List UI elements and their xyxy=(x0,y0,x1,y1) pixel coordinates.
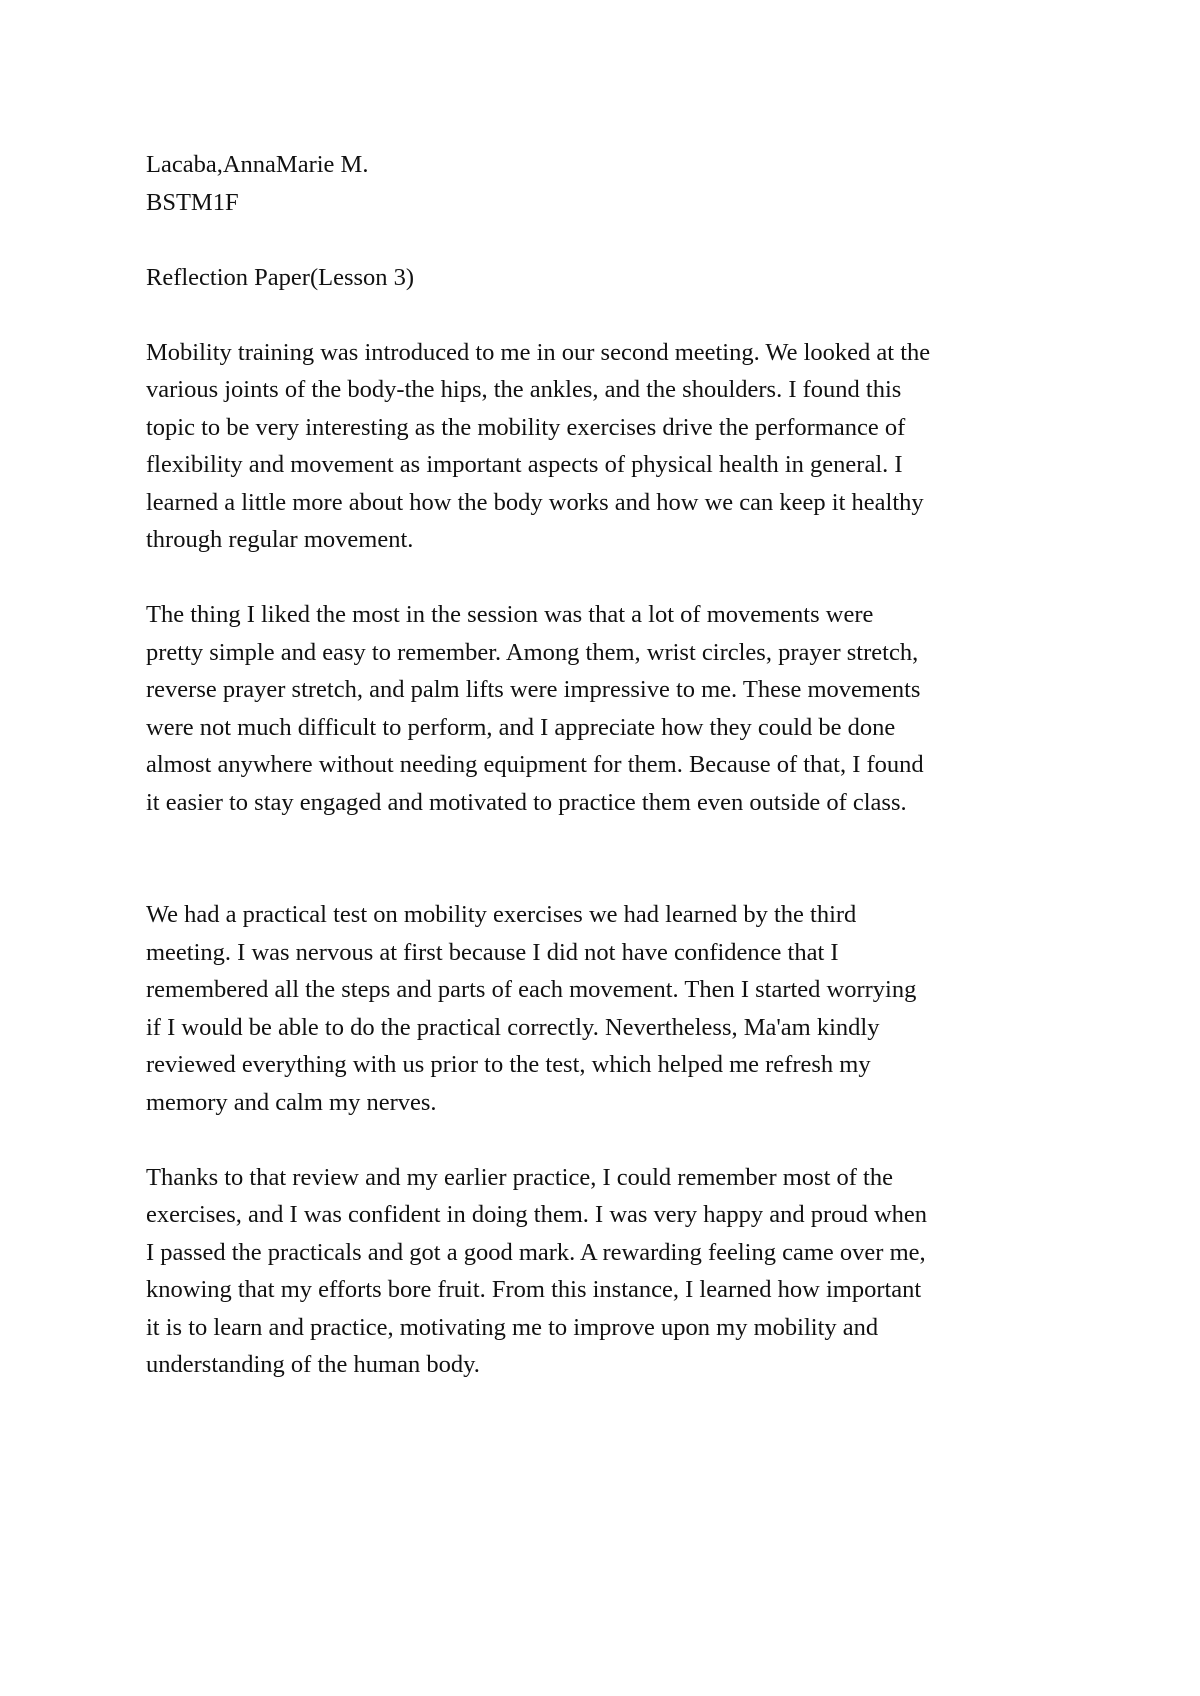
spacer xyxy=(146,821,1066,896)
paragraph-line: it is to learn and practice, motivating me to improve upon my mobility and xyxy=(146,1313,879,1341)
paragraph-line: understanding of the human body. xyxy=(146,1351,480,1378)
paragraph-line: topic to be very interesting as the mobility exercises drive the performance of xyxy=(146,413,906,441)
paragraph-line: if I would be able to do the practical correctly. Nevertheless, Ma'am kindly xyxy=(146,1013,880,1041)
spacer xyxy=(146,1121,1066,1159)
paragraph-line: The thing I liked the most in the session was that a lot of movements were xyxy=(146,601,874,628)
student-name: Lacaba,AnnaMarie M. xyxy=(146,151,369,178)
paper-title: Reflection Paper(Lesson 3) xyxy=(146,263,415,291)
paragraph-line: were not much difficult to perform, and I appreciate how they could be done xyxy=(146,713,896,741)
paragraph-3 xyxy=(146,896,1066,1121)
paragraph-line: knowing that my efforts bore fruit. From this instance, I learned how important xyxy=(146,1276,922,1303)
paragraph-line: pretty simple and easy to remember. Among them, wrist circles, prayer stretch, xyxy=(146,638,919,666)
paragraph-line: reviewed everything with us prior to the test, which helped me refresh my xyxy=(146,1051,871,1078)
paragraph-line: exercises, and I was confident in doing them. I was very happy and proud when xyxy=(146,1201,928,1228)
student-section: BSTM1F xyxy=(146,188,239,216)
spacer xyxy=(146,559,1066,597)
spacer xyxy=(146,221,1066,259)
paragraph-line: Mobility training was introduced to me in our second meeting. We looked at the xyxy=(146,338,931,366)
paragraph-line: reverse prayer stretch, and palm lifts were impressive to me. These movements xyxy=(146,676,921,703)
paragraph-line: learned a little more about how the body works and how we can keep it healthy xyxy=(146,488,924,516)
paragraph-1 xyxy=(146,334,1066,559)
paragraph-2 xyxy=(146,596,1066,821)
paragraph-line: Thanks to that review and my earlier practice, I could remember most of the xyxy=(146,1163,893,1191)
paragraph-line: remembered all the steps and parts of each movement. Then I started worrying xyxy=(146,976,917,1003)
paragraph-line: it easier to stay engaged and motivated to practice them even outside of class. xyxy=(146,788,907,816)
paragraph-line: flexibility and movement as important aspects of physical health in general. I xyxy=(146,451,903,478)
paragraph-4 xyxy=(146,1159,1066,1384)
paragraph-line: meeting. I was nervous at first because I did not have confidence that I xyxy=(146,938,839,966)
paragraph-line: memory and calm my nerves. xyxy=(146,1088,437,1116)
paragraph-line: almost anywhere without needing equipment for them. Because of that, I found xyxy=(146,751,924,778)
paragraph-line: I passed the practicals and got a good mark. A rewarding feeling came over me, xyxy=(146,1238,926,1266)
paragraph-line: through regular movement. xyxy=(146,526,414,553)
spacer xyxy=(146,296,1066,334)
paragraph-line: various joints of the body-the hips, the ankles, and the shoulders. I found this xyxy=(146,376,902,403)
document-body xyxy=(146,146,1066,1384)
paragraph-line: We had a practical test on mobility exercises we had learned by the third xyxy=(146,901,857,928)
